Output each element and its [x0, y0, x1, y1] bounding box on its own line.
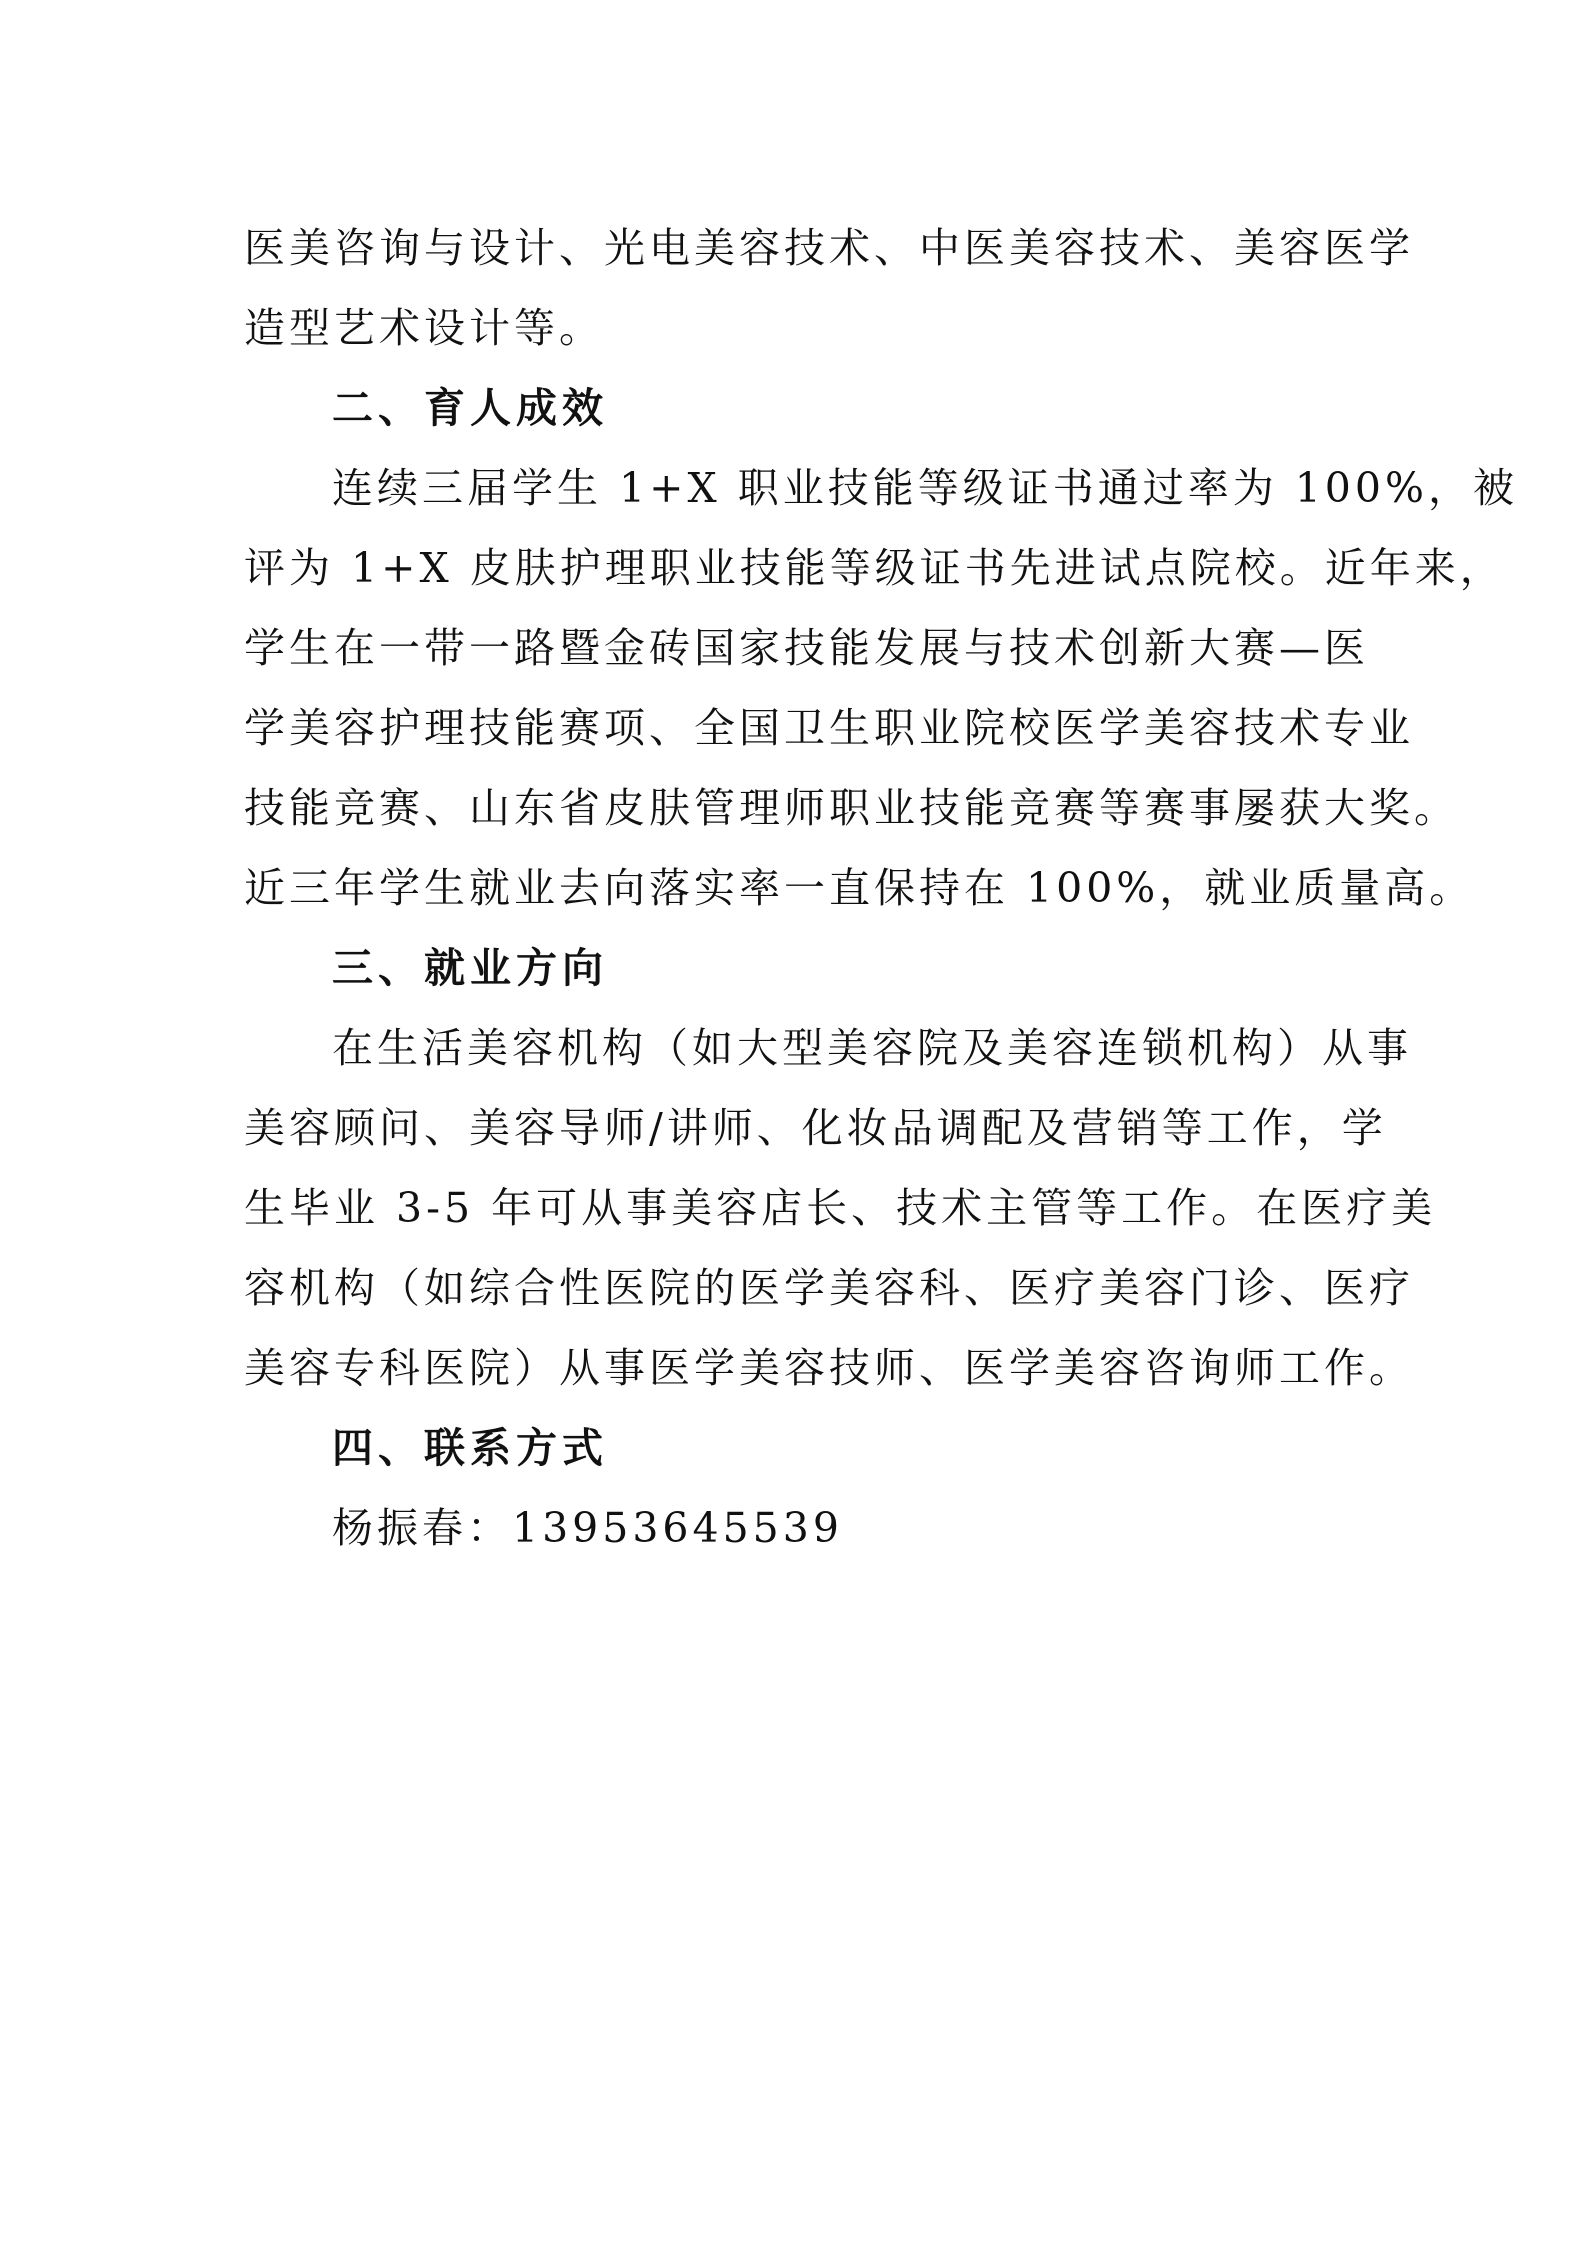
text-line-results-3: 学生在一带一路暨金砖国家技能发展与技术创新大赛—医	[244, 624, 1369, 672]
text-line-major-continuation: 医美咨询与设计、光电美容技术、中医美容技术、美容医学	[244, 224, 1414, 272]
text-line-employment-4: 容机构（如综合性医院的医学美容科、医疗美容门诊、医疗	[244, 1264, 1414, 1312]
text-line-results-4: 学美容护理技能赛项、全国卫生职业院校医学美容技术专业	[244, 704, 1414, 752]
text-line-employment-5: 美容专科医院）从事医学美容技师、医学美容咨询师工作。	[244, 1344, 1414, 1392]
text-line-results-2: 评为 1+X 皮肤护理职业技能等级证书先进试点院校。近年来，	[244, 544, 1505, 592]
text-line-employment-2: 美容顾问、美容导师/讲师、化妆品调配及营销等工作，学	[244, 1104, 1387, 1152]
text-line-results-5: 技能竞赛、山东省皮肤管理师职业技能竞赛等赛事屡获大奖。	[244, 784, 1459, 832]
text-line-major-end: 造型艺术设计等。	[244, 304, 604, 352]
section-heading-contact: 四、联系方式	[332, 1424, 608, 1472]
text-line-results-1: 连续三届学生 1+X 职业技能等级证书通过率为 100%，被	[332, 464, 1518, 512]
document-body	[244, 208, 1518, 1568]
section-heading-education-results: 二、育人成效	[332, 384, 608, 432]
section-heading-employment: 三、就业方向	[332, 944, 608, 992]
contact-phone: 杨振春：13953645539	[332, 1504, 843, 1552]
text-line-employment-3: 生毕业 3-5 年可从事美容店长、技术主管等工作。在医疗美	[244, 1184, 1437, 1232]
text-line-results-6: 近三年学生就业去向落实率一直保持在 100%，就业质量高。	[244, 864, 1475, 912]
text-line-employment-1: 在生活美容机构（如大型美容院及美容连锁机构）从事	[332, 1024, 1412, 1072]
